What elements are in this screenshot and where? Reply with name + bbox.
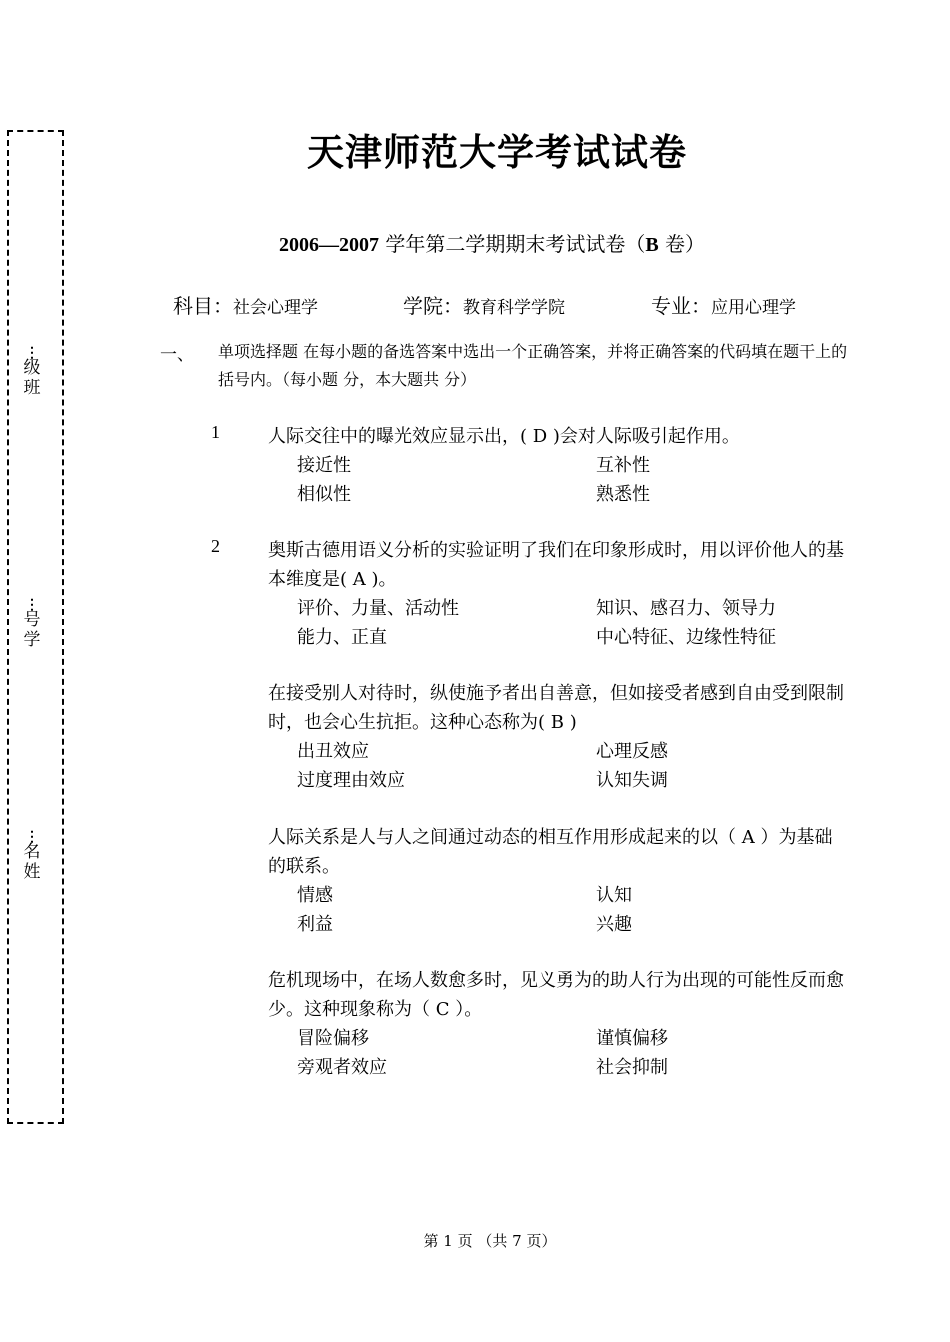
option: 熟悉性 <box>596 484 650 505</box>
exam-subtitle <box>0 228 950 257</box>
option: 中心特征、边缘性特征 <box>596 627 776 648</box>
subject-value: 社会心理学 <box>233 298 318 318</box>
option: 过度理由效应 <box>297 770 405 791</box>
option: 评价、力量、活动性 <box>297 598 459 619</box>
question-stem: 危机现场中，在场人数愈多时，见义勇为的助人行为出现的可能性反而愈少。这种现象称为（ C ）。 <box>268 970 844 1020</box>
option: 心理反感 <box>596 741 668 762</box>
option: 认知 <box>596 885 632 906</box>
college-info: 学院：教育科学学院 <box>403 294 565 318</box>
student-id-field-label: ⋮ 号学 <box>23 597 41 650</box>
option: 利益 <box>297 914 333 935</box>
section-number: 一、 <box>160 345 194 365</box>
subject-info: 科目：社会心理学 <box>173 294 318 318</box>
option: 冒险偏移 <box>297 1028 369 1049</box>
option: 出丑效应 <box>297 741 369 762</box>
page-title: 天津师范大学考试试卷 <box>307 131 687 174</box>
question-stem: 奥斯古德用语义分析的实验证明了我们在印象形成时，用以评价他人的基本维度是( A )。 <box>268 540 844 590</box>
option: 旁观者效应 <box>297 1057 387 1078</box>
name-field-label: ⋮ 名姓 <box>23 829 41 882</box>
option: 能力、正直 <box>297 627 387 648</box>
major-info: 专业：应用心理学 <box>651 294 796 318</box>
section-instruction: 单项选择题 在每小题的备选答案中选出一个正确答案，并将正确答案的代码填在题干上的括号内。（每小题 分，本大题共 分） <box>218 342 848 389</box>
option: 情感 <box>297 885 333 906</box>
class-field-label: ⋮ 级班 <box>23 345 41 398</box>
option: 知识、感召力、领导力 <box>596 598 776 619</box>
subtitle-end: 卷） <box>658 232 706 256</box>
question-stem: 在接受别人对待时，纵使施予者出自善意，但如接受者感到自由受到限制时，也会心生抗拒。这种心态称为( B ) <box>268 683 844 733</box>
question-number: 2 <box>211 536 220 556</box>
option: 兴趣 <box>596 914 632 935</box>
option: 互补性 <box>596 455 650 476</box>
academic-years: 2006—2007 <box>278 234 379 256</box>
page-footer: 第 1 页 （共 7 页） <box>423 1232 557 1250</box>
option: 认知失调 <box>596 770 668 791</box>
subtitle-middle: 学年第二学期期末考试试卷（ <box>378 232 646 256</box>
question-stem: 人际交往中的曝光效应显示出，( D )会对人际吸引起作用。 <box>268 426 740 447</box>
question-stem: 人际关系是人与人之间通过动态的相互作用形成起来的以（ A ）为基础的联系。 <box>268 827 833 877</box>
option: 谨慎偏移 <box>596 1028 668 1049</box>
major-value: 应用心理学 <box>711 298 796 318</box>
option: 接近性 <box>297 455 351 476</box>
question-number: 1 <box>211 422 220 442</box>
option: 相似性 <box>297 484 351 505</box>
paper-version: B <box>645 234 659 256</box>
college-value: 教育科学学院 <box>463 298 565 318</box>
option: 社会抑制 <box>596 1057 668 1078</box>
